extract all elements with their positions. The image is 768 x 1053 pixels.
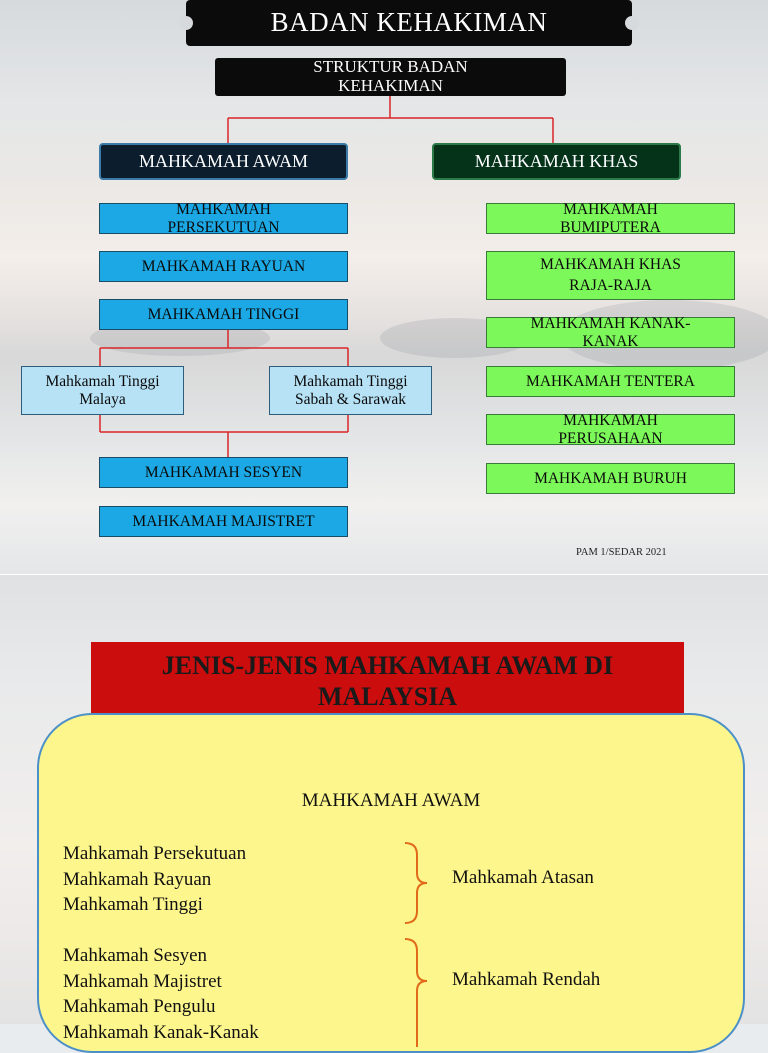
box-label-line-2: BUMIPUTERA: [560, 218, 661, 236]
mahkamah-tinggi-malaya-box: [21, 366, 184, 415]
box-label: MAHKAMAH TINGGI: [147, 305, 300, 323]
box-label-line-1: MAHKAMAH: [563, 201, 658, 219]
atasan-brace-icon: [399, 841, 429, 925]
jenis-mahkamah-header: [91, 642, 684, 717]
mahkamah-sesyen-box: [99, 457, 348, 488]
mahkamah-persekutuan-box: [99, 203, 348, 234]
mahkamah-buruh-box: [486, 463, 735, 494]
mahkamah-khas-raja-raja-box: [486, 251, 735, 300]
header-line-2: MALAYSIA: [317, 682, 458, 712]
list-item: Mahkamah Persekutuan: [63, 843, 247, 864]
mahkamah-khas-header: [432, 143, 681, 180]
mahkamah-khas-header-label: MAHKAMAH KHAS: [474, 150, 639, 171]
box-label-line-1: Mahkamah Tinggi: [45, 373, 160, 391]
rendah-label: Mahkamah Rendah: [452, 969, 601, 990]
box-label-line-1: MAHKAMAH: [563, 412, 658, 430]
slide-footer: PAM 1/SEDAR 2021: [576, 547, 667, 558]
mahkamah-rayuan-box: [99, 251, 348, 282]
list-item: Mahkamah Pengulu: [63, 996, 216, 1017]
box-label-line-2: Malaya: [79, 390, 126, 408]
box-label-line-1: MAHKAMAH: [176, 201, 271, 219]
list-item: Mahkamah Tinggi: [63, 894, 203, 915]
slide-title-text: BADAN KEHAKIMAN: [270, 7, 548, 38]
header-line-1: JENIS-JENIS MAHKAMAH AWAM DI: [161, 651, 614, 680]
box-label-line-1: MAHKAMAH KHAS: [540, 255, 681, 273]
list-item: Mahkamah Majistret: [63, 970, 222, 992]
box-label-line-2: KANAK: [582, 332, 639, 350]
box-label-line-2: PERUSAHAAN: [558, 429, 663, 447]
box-label: MAHKAMAH MAJISTRET: [132, 512, 315, 530]
box-label-line-1: Mahkamah Tinggi: [293, 373, 408, 391]
rendah-brace-icon: [399, 937, 429, 1047]
slide-title: [186, 0, 632, 46]
mahkamah-bumiputera-box: [486, 203, 735, 234]
atasan-list: [63, 841, 246, 918]
mahkamah-tinggi-sabah-sarawak-box: [269, 366, 432, 415]
mahkamah-awam-panel: [37, 713, 745, 1053]
list-item: Mahkamah Kanak-Kanak: [63, 1021, 259, 1043]
atasan-label: Mahkamah Atasan: [452, 867, 594, 888]
structure-subtitle: [215, 58, 566, 96]
mahkamah-perusahaan-box: [486, 414, 735, 445]
box-label: MAHKAMAH TENTERA: [526, 372, 695, 390]
box-label: MAHKAMAH RAYUAN: [141, 257, 306, 275]
box-label: MAHKAMAH BURUH: [534, 469, 687, 487]
mahkamah-majistret-box: [99, 506, 348, 537]
subtitle-line-1: STRUKTUR BADAN: [313, 57, 468, 77]
mahkamah-kanak-kanak-box: [486, 317, 735, 348]
box-label-line-1: MAHKAMAH KANAK-: [530, 315, 691, 333]
box-label-line-2: PERSEKUTUAN: [167, 218, 280, 236]
mahkamah-awam-header-label: MAHKAMAH AWAM: [138, 150, 309, 171]
list-item: Mahkamah Rayuan: [63, 868, 212, 890]
box-label-line-2: RAJA-RAJA: [569, 276, 652, 294]
mahkamah-tinggi-box: [99, 299, 348, 330]
subtitle-line-2: KEHAKIMAN: [338, 76, 443, 95]
mahkamah-awam-header: [99, 143, 348, 180]
mahkamah-tentera-box: [486, 366, 735, 397]
box-label-line-2: Sabah & Sarawak: [294, 390, 407, 408]
rendah-list: [63, 943, 259, 1045]
panel-title: MAHKAMAH AWAM: [301, 790, 481, 811]
list-item: Mahkamah Sesyen: [63, 945, 208, 966]
box-label: MAHKAMAH SESYEN: [144, 463, 303, 481]
